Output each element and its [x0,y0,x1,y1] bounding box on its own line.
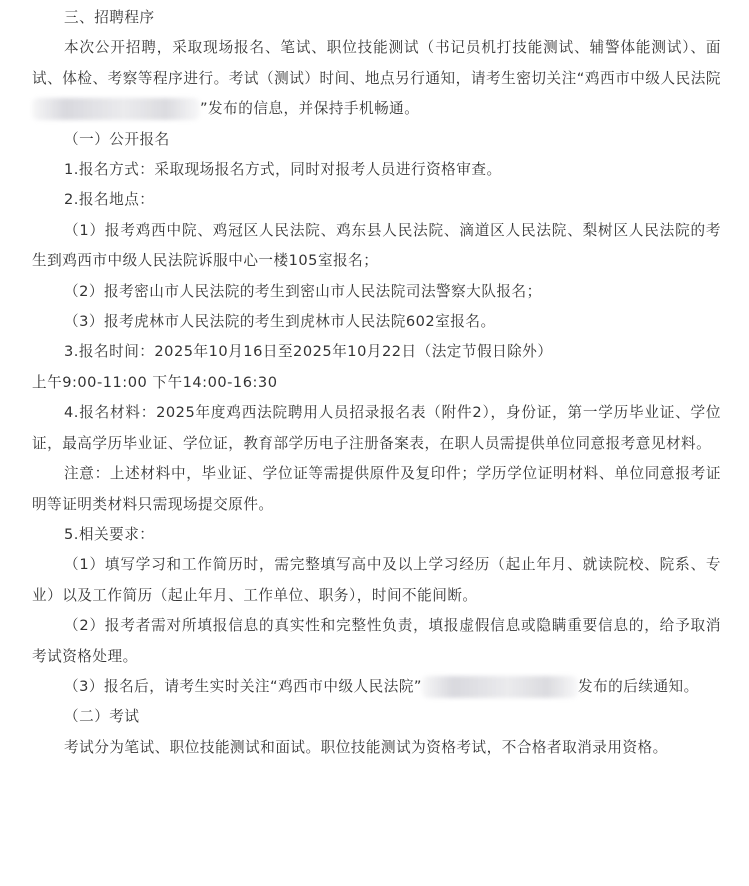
requirement-item-3 [0,672,749,702]
section-heading-recruitment-procedure: 三、招聘程序 [64,9,155,26]
materials-note: 注意：上述材料中，毕业证、学位证等需提供原件及复印件；学历学位证明材料、单位同意报考证明等证明类材料只需现场提交原件。 [32,465,721,513]
redacted-region-2 [422,676,578,698]
intro-paragraph [0,33,749,124]
registration-materials: 4.报名材料：2025年度鸡西法院聘用人员招录报名表（附件2），身份证，第一学历毕业证、学位证，最高学历毕业证、学位证，教育部学历电子注册备案表，在职人员需提供单位同意报考意见材料。 [32,404,721,452]
subheading-exam: （二）考试 [64,708,140,726]
location-item-2: （2）报考密山市人民法院的考生到密山市人民法院司法警察大队报名； [64,282,542,300]
requirement-3-text-b: 发布的后续通知。 [577,677,699,695]
exam-description: 考试分为笔试、职位技能测试和面试。职位技能测试为资格考试，不合格者取消录用资格。 [64,738,668,756]
requirements-heading: 5.相关要求： [64,525,155,543]
intro-text-b: ”发布的信息，并保持手机畅通。 [200,100,420,118]
redacted-region [32,98,200,120]
subheading-public-registration: （一）公开报名 [64,130,170,148]
intro-text-a: 本次公开招聘，采取现场报名、笔试、职位技能测试（书记员机打技能测试、辅警体能测试）、面试、体检、考察等程序进行。考试（测试）时间、地点另行通知，请考生密切关注“鸡西市中级人民法院 [32,39,721,87]
registration-method: 1.报名方式：采取现场报名方式，同时对报考人员进行资格审查。 [64,161,502,179]
registration-location-heading: 2.报名地点： [64,191,155,209]
requirement-item-2: （2）报考者需对所填报信息的真实性和完整性负责，填报虚假信息或隐瞒重要信息的，给予取消考试资格处理。 [32,617,721,665]
requirement-item-1: （1）填写学习和工作简历时，需完整填写高中及以上学习经历（起止年月、就读院校、院系、专业）以及工作简历（起止年月、工作单位、职务），时间不能间断。 [32,556,721,604]
registration-time: 3.报名时间：2025年10月16日至2025年10月22日（法定节假日除外） [64,343,553,361]
registration-hours: 上午9:00-11:00 下午14:00-16:30 [32,373,278,391]
location-item-3: （3）报考虎林市人民法院的考生到虎林市人民法院602室报名。 [64,313,496,331]
location-item-1: （1）报考鸡西中院、鸡冠区人民法院、鸡东县人民法院、滴道区人民法院、梨树区人民法院的考生到鸡西市中级人民法院诉服中心一楼105室报名； [32,221,721,270]
requirement-3-text-a: （3）报名后，请考生实时关注“鸡西市中级人民法院” [64,677,422,695]
